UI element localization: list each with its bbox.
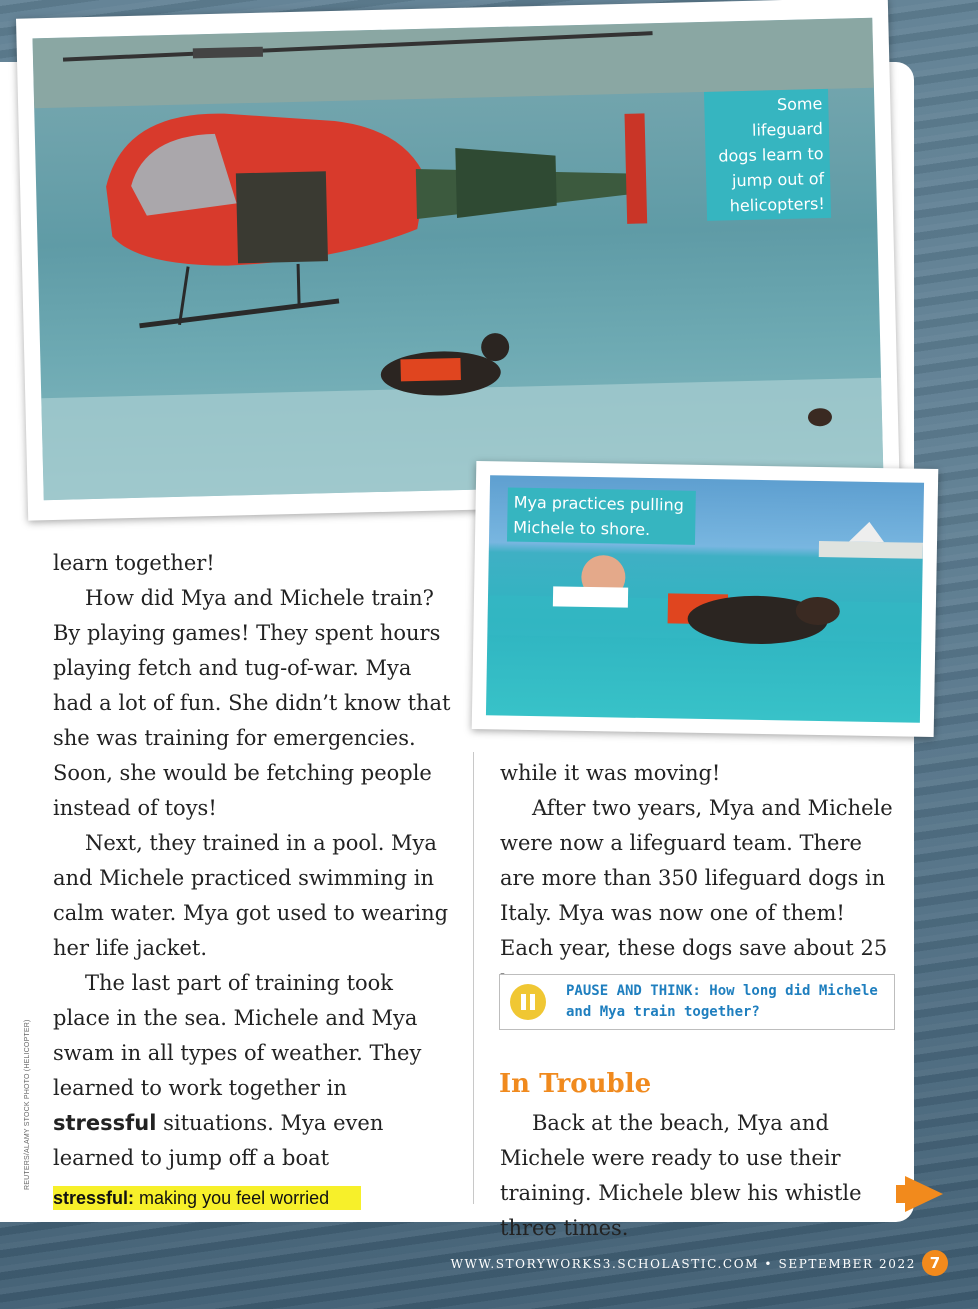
paragraph: Back at the beach, Mya and Michele were ready to use their training. Michele blew his whistle three times. [500,1111,862,1240]
helicopter-photo [16,0,900,521]
pause-icon [510,984,546,1020]
glossary-definition [53,1186,361,1210]
pause-question: PAUSE AND THINK: How long did Michele and Mya train together? [566,983,878,1020]
paragraph: Next, they trained in a pool. Mya and Michele practiced swimming in calm water. Mya got used to wearing her life jacket. [53,831,449,960]
article-column-2 [500,756,900,1001]
photo-credit: REUTERS/ALAMY STOCK PHOTO (HELICOPTER) [24,1019,31,1190]
paragraph-text: The last part of training took place in the sea. Michele and Mya swam in all types of weather. They learned to work together in [53,971,422,1100]
swimming-image [486,475,924,723]
paragraph: learn together! [53,551,215,575]
paragraph: After two years, Mya and Michele were now a lifeguard team. There are more than 350 lifeguard dogs in Italy. Mya was now one of them! Each year, these dogs save about 25 [500,796,893,960]
glossary-term: stressful: [53,1188,135,1208]
paragraph-text: situations. Mya even learned to jump off a boat [53,1111,384,1170]
swimming-caption: Mya practices pulling Michele to shore. [507,488,696,545]
page-number: 7 [922,1250,948,1276]
section-heading: In Trouble [499,1069,652,1099]
swimming-photo [472,461,939,737]
helicopter-image [32,18,883,500]
paragraph: How did Mya and Michele train? By playing games! They spent hours playing fetch and tug-of-war. Mya had a lot of fun. She didn’t know that she was training for emergencies. Soon, she would be fetching people instead of toys! [53,586,451,820]
article-column-2-continued [500,1106,900,1246]
footer-site: WWW.STORYWORKS3.SCHOLASTIC.COM • SEPTEMBER 2022 [450,1257,916,1271]
glossary-text: making you feel worried [139,1188,330,1208]
next-page-arrow-icon [905,1176,943,1212]
pause-and-think-box [499,974,895,1030]
helicopter-caption: Some lifeguard dogs learn to jump out of helicopters! [704,89,831,221]
column-divider [473,752,474,1204]
article-column-1 [53,546,453,1176]
vocab-word: stressful [53,1111,157,1135]
paragraph-with-vocab [53,966,453,1176]
paragraph: while it was moving! [500,761,721,785]
